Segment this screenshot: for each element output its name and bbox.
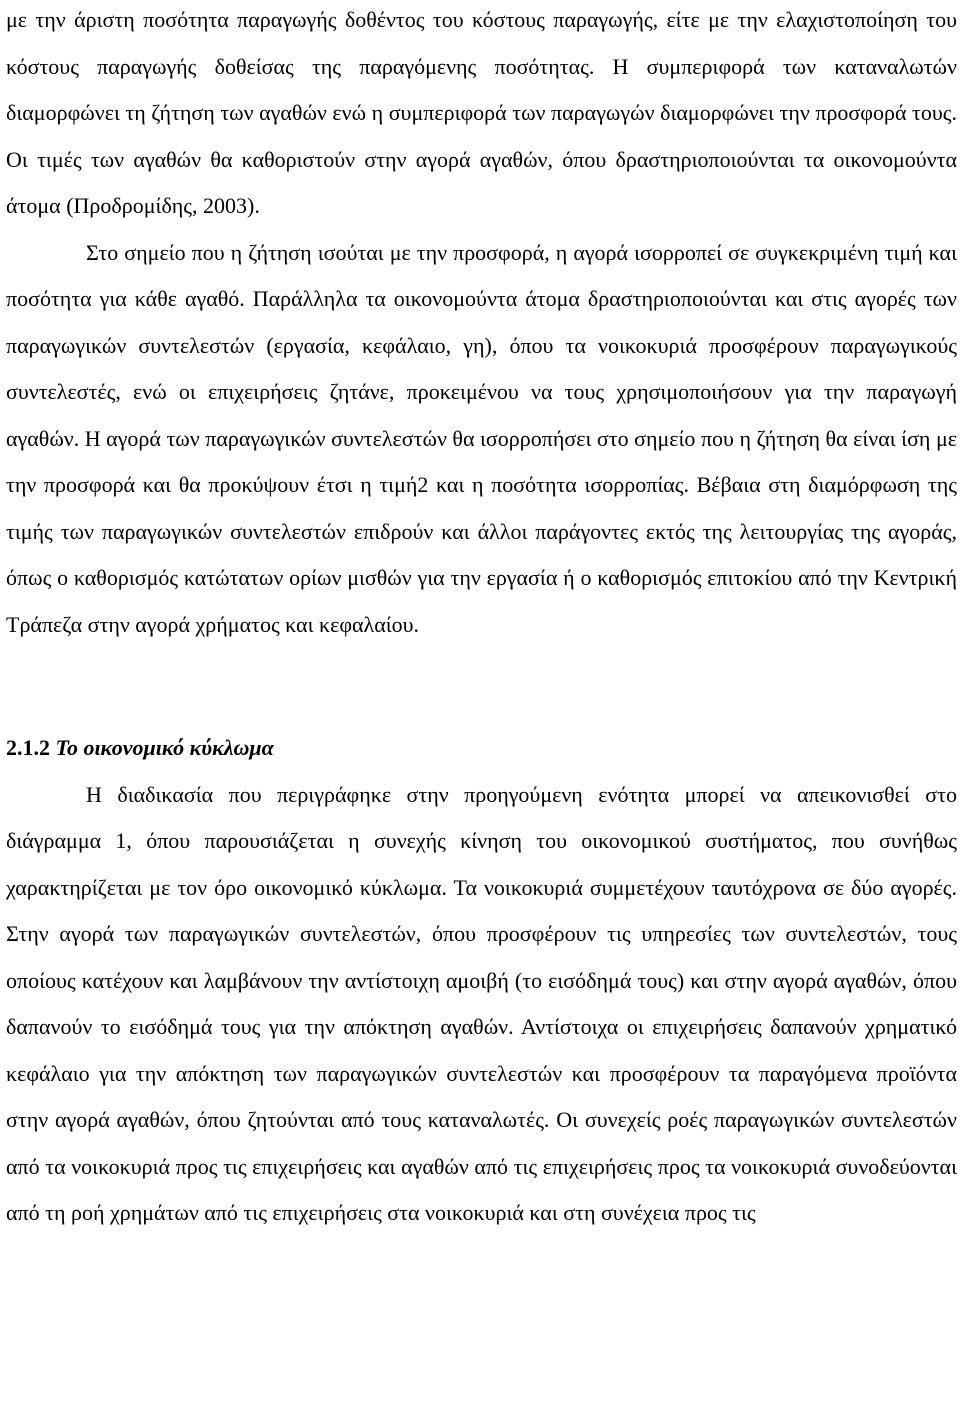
section-title: Το οικονομικό κύκλωμα [55,735,274,760]
paragraph-market-prices: με την άριστη ποσότητα παραγωγής δοθέντος του κόστους παραγωγής, είτε με την ελαχιστοποίηση του κόστους παραγωγής δοθείσας της παραγόμενης ποσότητας. Η συμπεριφορά των καταναλωτών διαμορφώνει τη ζήτηση των αγαθών ενώ η συμπεριφορά των παραγωγών διαμορφώνει την προσφορά τους. Οι τιμές των αγαθών θα καθοριστούν στην αγορά αγαθών, όπου δραστηριοποιούνται τα οικονομούντα άτομα (Προδρομίδης, 2003). [6,7,957,218]
section-number: 2.1.2 [6,735,50,760]
section-heading [6,725,957,772]
paragraph-market-equilibrium: Στο σημείο που η ζήτηση ισούται με την προσφορά, η αγορά ισορροπεί σε συγκεκριμένη τιμή και ποσότητα για κάθε αγαθό. Παράλληλα τα οικονομούντα άτομα δραστηριοποιούνται και στις αγορές των παραγωγικών συντελεστών (εργασία, κεφάλαιο, γη), όπου τα νοικοκυριά προσφέρουν παραγωγικούς συντελεστές, ενώ οι επιχειρήσεις ζητάνε, προκειμένου να τους χρησιμοποιήσουν για την παραγωγή αγαθών. Η αγορά των παραγωγικών συντελεστών θα ισορροπήσει στο σημείο που η ζήτηση θα είναι ίση με την προσφορά και θα προκύψουν έτσι η τιμή2 και η ποσότητα ισορροπίας. Βέβαια στη διαμόρφωση της τιμής των παραγωγικών συντελεστών επιδρούν και άλλοι παράγοντες εκτός της λειτουργίας της αγοράς, όπως ο καθορισμός κατώτατων ορίων μισθών για την εργασία ή ο καθορισμός επιτοκίου από την Κεντρική Τράπεζα στην αγορά χρήματος και κεφαλαίου. [6,239,957,637]
paragraph-economic-circuit: Η διαδικασία που περιγράφηκε στην προηγούμενη ενότητα μπορεί να απεικονισθεί στο διάγραμμα 1, όπου παρουσιάζεται η συνεχής κίνηση του οικονομικού συστήματος, που συνήθως χαρακτηρίζεται με τον όρο οικονομικό κύκλωμα. Τα νοικοκυριά συμμετέχουν ταυτόχρονα σε δύο αγορές. Στην αγορά των παραγωγικών συντελεστών, όπου προσφέρουν τις υπηρεσίες των συντελεστών, τους οποίους κατέχουν και λαμβάνουν την αντίστοιχη αμοιβή (το εισόδημά τους) και στην αγορά αγαθών, όπου δαπανούν το εισόδημά τους για την απόκτηση αγαθών. Αντίστοιχα οι επιχειρήσεις δαπανούν χρηματικό κεφάλαιο για την απόκτηση των παραγωγικών συντελεστών και προσφέρουν τα παραγόμενα προϊόντα στην αγορά αγαθών, όπου ζητούνται από τους καταναλωτές. Οι συνεχείς ροές παραγωγικών συντελεστών από τα νοικοκυριά προς τις επιχειρήσεις και αγαθών από τις επιχειρήσεις προς τα νοικοκυριά συνοδεύονται από τη ροή χρημάτων από τις επιχειρήσεις στα νοικοκυριά και στη συνέχεια προς τις [6,781,957,1225]
document-page [6,0,957,1427]
